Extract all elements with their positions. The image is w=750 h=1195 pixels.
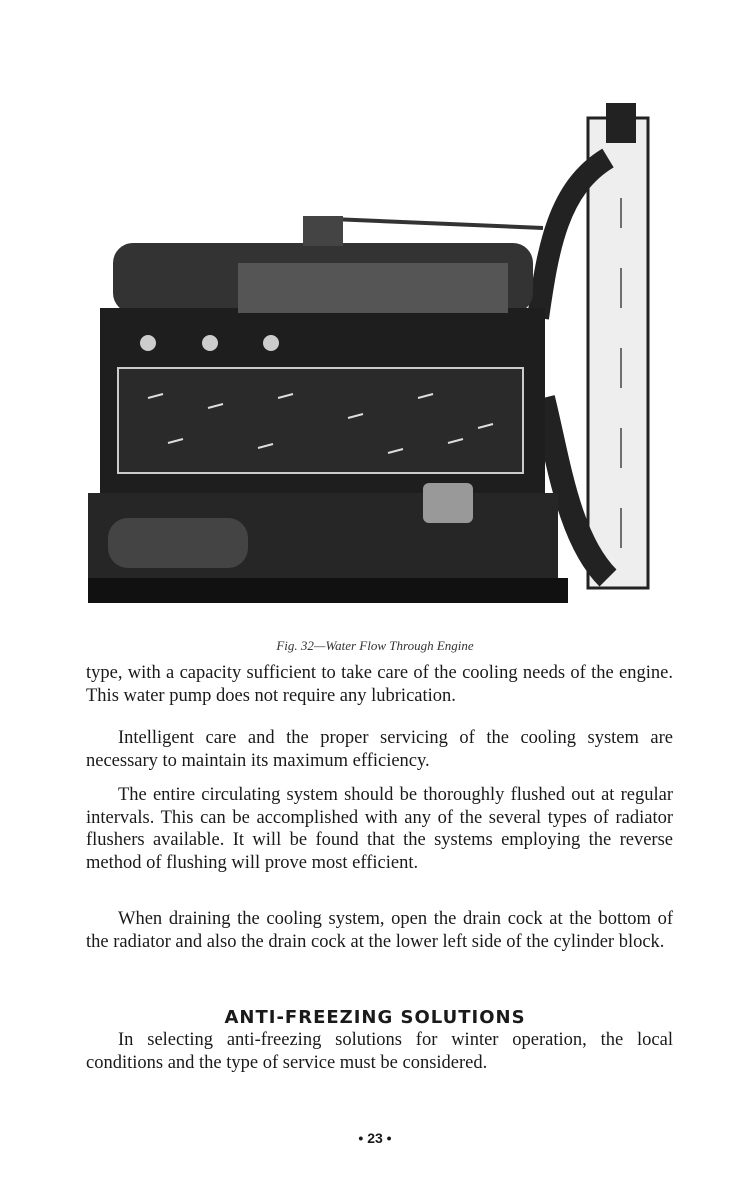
radiator (588, 118, 648, 588)
paragraph-cooling-care: Intelligent care and the proper servicing of the cooling system are necessary to maintain its maximum efficiency. (86, 728, 673, 771)
paragraph-water-pump: type, with a capacity sufficient to take care of the cooling needs of the engine. This water pump does not require any lubrication. (86, 663, 673, 706)
engine-water-flow-illustration (88, 98, 673, 608)
figure-caption: Fig. 32—Water Flow Through Engine (276, 638, 474, 653)
page-number: • 23 • (358, 1130, 392, 1146)
paragraph-anti-freeze: In selecting anti-freezing solutions for winter operation, the local conditions and the type of service must be considered. (86, 1030, 673, 1073)
paragraph-flushing: The entire circulating system should be thoroughly flushed out at regular intervals. This can be accomplished with any of the several types of radiator flushers available. It will be found that the systems employing the reverse method of flushing will prove most efficient. (86, 785, 673, 873)
section-heading: ANTI-FREEZING SOLUTIONS (224, 1007, 526, 1028)
paragraph-draining: When draining the cooling system, open the drain cock at the bottom of the radiator and also the drain cock at the lower left side of the cylinder block. (86, 909, 673, 952)
